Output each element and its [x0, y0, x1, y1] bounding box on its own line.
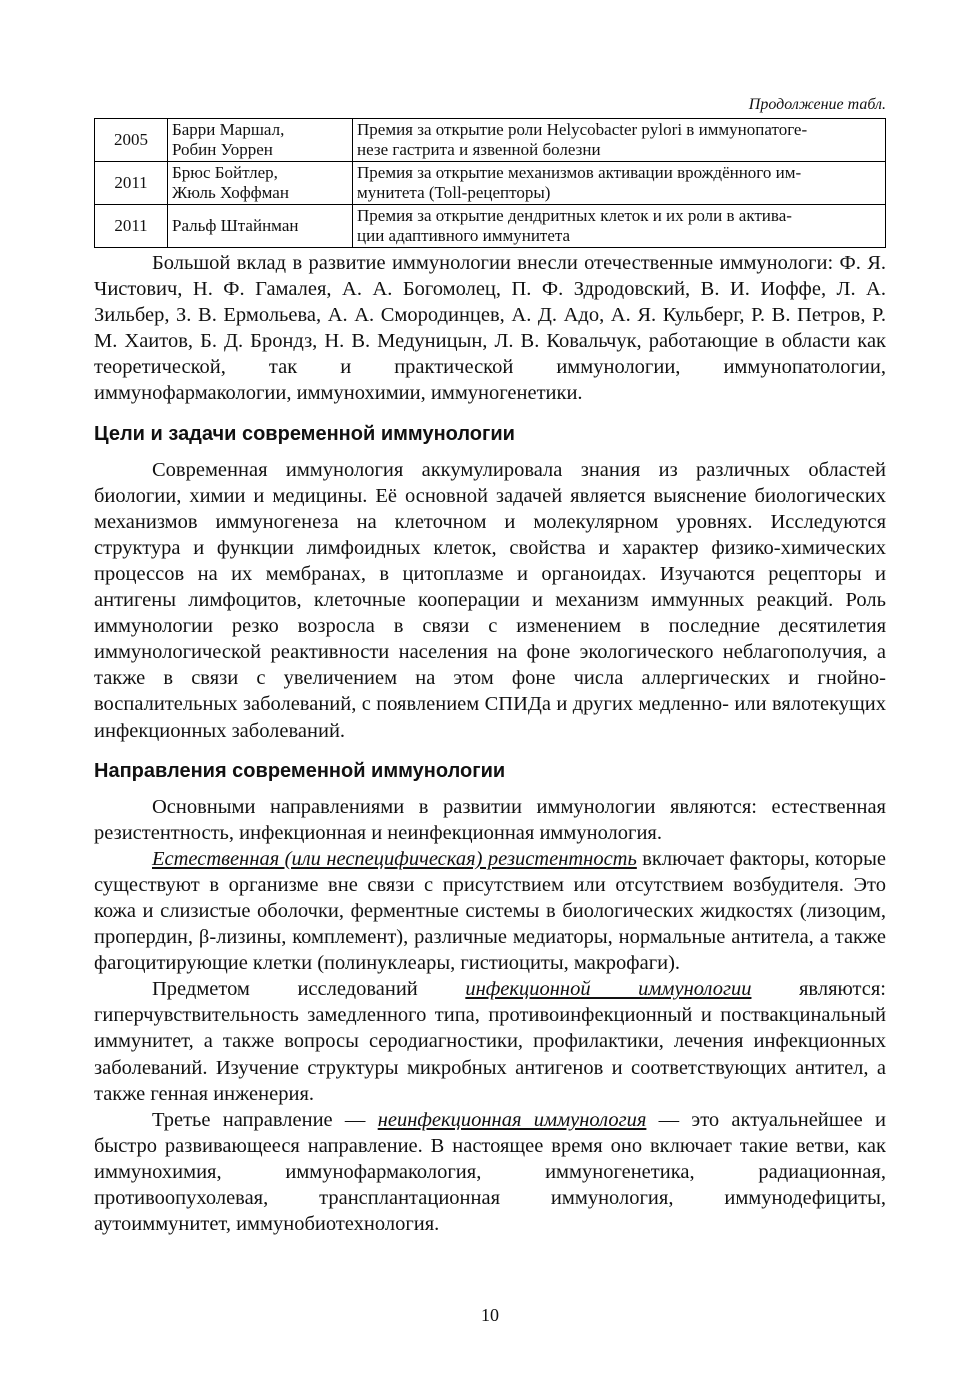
laureate-line: Брюс Бойтлер,	[172, 163, 278, 182]
prize-description-cell	[353, 205, 886, 248]
laureates-cell	[168, 205, 353, 248]
infectious-immunology-paragraph	[94, 976, 886, 1106]
description-line: ции адаптивного иммунитета	[357, 226, 571, 245]
paragraph-text: включает факторы, которые существуют в организме вне связи с присутствием или отсутствием возбудителя. Это кожа и слизистые оболочки, ферментные системы в биологических жидкостях (лизоцим, пропердин, β-лизины, комплемент), различные медиаторы, нормальные антитела, а также фагоцитирующие клетки (полинуклеары, гистиоциты, макрофаги).	[94, 847, 886, 975]
term-natural-resistance: Естественная (или неспецифическая) резистентность	[152, 847, 637, 870]
laureates-cell	[168, 162, 353, 205]
term-noninfectious-immunology: неинфекционная иммунология	[377, 1108, 647, 1131]
natural-resistance-paragraph	[94, 846, 886, 976]
section-heading-goals: Цели и задачи современной иммунологии	[94, 422, 515, 445]
table-row	[95, 162, 886, 205]
nobel-awards-table	[94, 118, 886, 248]
page-number: 10	[481, 1305, 499, 1325]
section-heading-directions: Направления современной иммунологии	[94, 759, 506, 782]
description-line: Премия за открытие роли Helycobacter pylori в иммунопатоге-	[357, 120, 808, 139]
year-cell: 2011	[95, 205, 168, 248]
laureate-line: Барри Маршал,	[172, 120, 285, 139]
table-continuation-label: Продолжение табл.	[748, 96, 886, 113]
paragraph-text: — это актуальнейшее и быстро развивающееся направление. В настоящее время оно включает такие ветви, как иммунохимия, иммунофармакология, иммуногенетика, радиационная, противоопухолевая, трансплантационная иммунология, иммунодефициты, аутоиммунитет, иммунобиотехнология.	[94, 1108, 886, 1236]
table-row	[95, 205, 886, 248]
paragraph-text: Предметом исследований	[152, 978, 466, 1001]
paragraph-text: являются: гиперчувствительность замедленного типа, противоинфекционный и поствакцинальный иммунитет, а также вопросы серодиагностики, профилактики, лечения инфекционных заболеваний. Изучение структуры микробных антигенов и соответствующих антител, а также генная инженерия.	[94, 978, 886, 1105]
year-cell: 2011	[95, 162, 168, 205]
noninfectious-immunology-paragraph	[94, 1107, 886, 1237]
laureate-line: Робин Уоррен	[172, 140, 273, 159]
directions-paragraph: Основными направлениями в развитии иммунологии являются: естественная резистентность, инфекционная и неинфекционная иммунология.	[94, 795, 886, 844]
document-page	[94, 92, 886, 1237]
term-infectious-immunology: инфекционной иммунологии	[465, 978, 752, 1001]
laureate-line: Жюль Хоффман	[172, 183, 289, 202]
description-line: Премия за открытие механизмов активации врождённого им-	[357, 163, 802, 182]
laureates-cell	[168, 119, 353, 162]
table-row	[95, 119, 886, 162]
laureate-line: Ральф Штайнман	[172, 216, 299, 235]
description-line: мунитета (Toll-рецепторы)	[357, 183, 551, 202]
prize-description-cell	[353, 119, 886, 162]
intro-paragraph: Большой вклад в развитие иммунологии внесли отечественные иммунологи: Ф. Я. Чистович, Н. Ф. Гамалея, А. А. Богомолец, П. Ф. Здродовский, В. И. Иоффе, Л. А. Зильбер, З. В. Ермольева, А. А. Смородинцев, А. Д. Адо, А. Я. Кульберг, Р. В. Петров, Р. М. Хаитов, Б. Д. Брондз, Н. В. Медуницын, Л. В. Ковальчук, работающие в области как теоретической, так и практической иммунологии, иммунопатологии, иммунофармакологии, иммунохимии, иммуногенетики.	[94, 252, 886, 405]
goals-paragraph: Современная иммунология аккумулировала знания из различных областей биологии, химии и медицины. Её основной задачей является выяснение биологических механизмов иммуногенеза на клеточном и молекулярном уровнях. Исследуются структура и функции лимфоидных клеток, свойства и характер физико-химических процессов на их мембранах, в цитоплазме и органоидах. Изучаются рецепторы и антигены лимфоцитов, клеточные кооперации и механизм иммунных реакций. Роль иммунологии резко возросла в связи с изменением в последние десятилетия иммунологической реактивности населения на фоне экологического неблагополучия, а также в связи с увеличением на этом фоне числа аллергических и гнойно-воспалительных заболеваний, с появлением СПИДа и других медленно- или вялотекущих инфекционных заболеваний.	[94, 458, 886, 742]
description-line: незе гастрита и язвенной болезни	[357, 140, 601, 159]
prize-description-cell	[353, 162, 886, 205]
paragraph-text: Третье направление —	[152, 1108, 378, 1131]
description-line: Премия за открытие дендритных клеток и их роли в актива-	[357, 206, 792, 225]
year-cell: 2005	[95, 119, 168, 162]
